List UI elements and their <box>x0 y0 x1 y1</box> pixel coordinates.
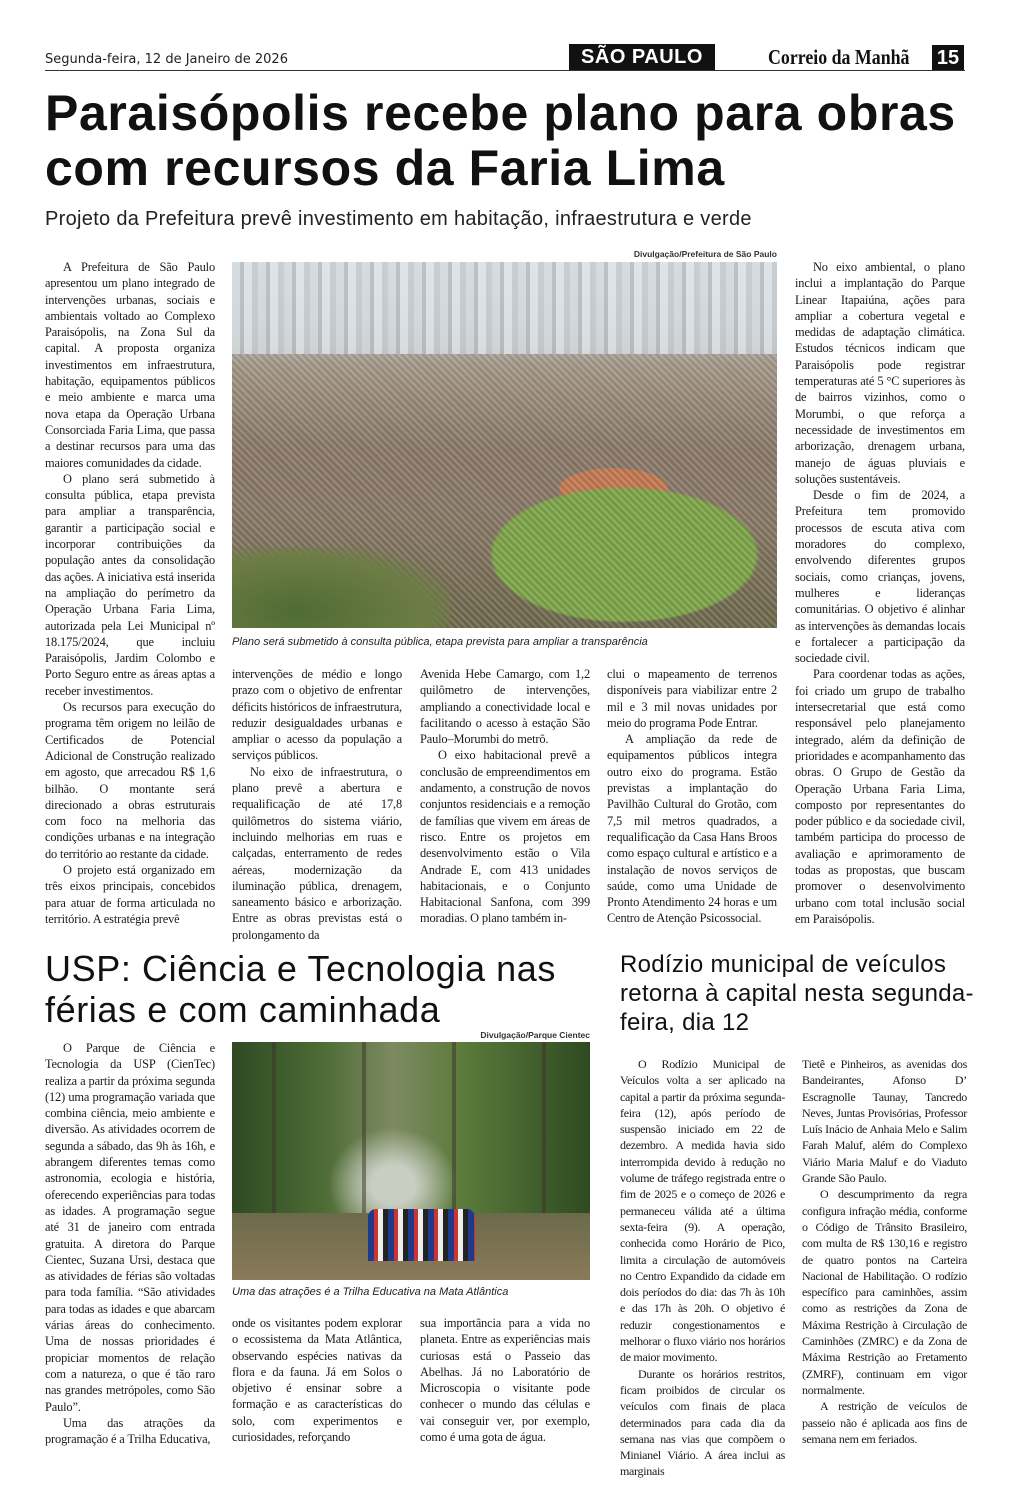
paragraph: Para coordenar todas as ações, foi criado um grupo de trabalho intersecretarial que está como responsável pelo planejamento integrado, além da definição de prioridades e acompanhamento das obras. O Grupo de Gestão da Operação Urbana Faria Lima, composto por representantes do poder público e da sociedade civil, também participa do processo de avaliação e aprimoramento de todas as propostas, que buscam promover o desenvolvimento urbano com total inclusão social em Paraisópolis. <box>795 667 965 926</box>
article-column <box>232 666 402 942</box>
main-headline: Paraisópolis recebe plano para obras com recursos da Faria Lima <box>45 85 956 196</box>
paragraph: intervenções de médio e longo prazo com o objetivo de enfrentar déficits históricos de infraestrutura, reduzir desigualdades urbanas e ampliar o acesso da população a serviços públicos. <box>232 667 402 763</box>
paragraph: onde os visitantes podem explorar o ecossistema da Mata Atlântica, observando espécies nativas da flora e da fauna. Já em Solos o objetivo é ensinar sobre a formação e as características do solo, com experimentos e curiosidades, reforçando <box>232 1316 402 1445</box>
article-column <box>607 666 777 931</box>
article-column <box>45 1040 215 1450</box>
section-label: SÃO PAULO <box>569 44 715 71</box>
article-column <box>420 1315 590 1450</box>
paragraph: Durante os horários restritos, ficam proibidos de circular os veículos com finais de placa determinados para cada dia da semana nas vias que compõem o Minianel Viário. A área inclui as marginais <box>620 1366 785 1479</box>
paragraph: O descumprimento da regra configura infração média, conforme o Código de Trânsito Brasileiro, com multa de R$ 130,16 e registro de quatro pontos na Carteira Nacional de Habilitação. O rodízio específico para caminhões, assim como as restrições da Zona de Máxima Restrição à Circulação de Caminhões (ZMRC) e da Zona de Máxima Restrição ao Fretamento (ZMRF), continuam em vigor normalmente. <box>802 1187 967 1397</box>
paragraph: Uma das atrações da programação é a Trilha Educativa, <box>45 1415 215 1447</box>
paragraph: A ampliação da rede de equipamentos públicos integra outro eixo do programa. Estão previstas a implantação do Pavilhão Cultural do Grotão, com 7,5 mil metros quadrados, a requalificação da Casa Hans Broos como espaço cultural e artístico e a instalação de novos serviços de saúde, como uma Unidade de Pronto Atendimento 24 horas e um Centro de Atenção Psicossocial. <box>607 732 777 926</box>
paragraph: Avenida Hebe Camargo, com 1,2 quilômetro de intervenções, ampliando a conectividade local e facilitando o acesso à estação São Paulo–Morumbi do metrô. <box>420 667 590 747</box>
article-column <box>795 259 965 931</box>
article-column <box>620 1056 785 1479</box>
paragraph: A restrição de veículos de passeio não é aplicada aos fins de semana nem em feriados. <box>802 1399 967 1446</box>
paragraph: A Prefeitura de São Paulo apresentou um plano integrado de intervenções urbanas, sociais e ambientais voltado ao Complexo Paraisópolis, na Zona Sul da capital. A proposta organiza investimentos em infraestrutura, habitação, equipamentos públicos e meio ambiente e marca uma nova etapa da Operação Urbana Consorciada Faria Lima, que passa a destinar recursos para uma das maiores comunidades da cidade. <box>45 260 215 470</box>
photo-credit: Divulgação/Parque Cientec <box>480 1030 590 1040</box>
article-column <box>232 1315 402 1450</box>
rodizio-headline: Rodízio municipal de veículos retorna à capital nesta segunda-feira, dia 12 <box>620 951 974 1036</box>
paragraph: O Parque de Ciência e Tecnologia da USP (CienTec) realiza a partir da próxima segunda (12) uma programação variada que combina ciência, meio ambiente e diversão. As atividades ocorrem de segunda a sábado, das 9h às 16h, e abrangem diferentes temas como astronomia, ecologia e história, oferecendo experiências para todas as idades. A programação segue até 31 de janeiro com entrada gratuita. A diretora do Parque Cientec, Suzana Ursi, destaca que as atividades de férias são voltadas para toda família. “São atividades para todas as idades e que abarcam várias áreas do conhecimento. Uma de nossas prioridades é propiciar momentos de relação com a natureza, o que é tão raro nas grandes metrópoles, como São Paulo”. <box>45 1041 215 1414</box>
header-divider <box>45 70 965 71</box>
photo-credit: Divulgação/Prefeitura de São Paulo <box>633 249 777 259</box>
paragraph: O plano será submetido à consulta pública, etapa prevista para ampliar a transparência, garantir a participação social e incorporar contribuições da população antes da consolidação das ações. A iniciativa está inserida na ampliação do perímetro da Operação Urbana Faria Lima, autorizada pela Lei Municipal nº 18.175/2024, que incluiu Paraisópolis, Jardim Colombo e Porto Seguro entre as áreas aptas a receber investimentos. <box>45 471 215 698</box>
aerial-photo-paraisopolis <box>232 262 777 628</box>
paragraph: No eixo de infraestrutura, o plano prevê a abertura e requalificação de até 17,8 quilômetros do sistema viário, incluindo melhorias em ruas e calçadas, enterramento de redes aéreas, modernização da iluminação pública, drenagem, saneamento básico e arborização. Entre as obras previstas está o prolongamento da <box>232 764 402 942</box>
forest-trail-photo <box>232 1042 590 1280</box>
article-column <box>45 259 215 931</box>
paragraph: clui o mapeamento de terrenos disponíveis para viabilizar entre 2 mil e 3 mil novas unidades por meio do programa Pode Entrar. <box>607 667 777 730</box>
article-column <box>802 1056 967 1451</box>
paragraph: Os recursos para execução do programa têm origem no leilão de Certificados de Potencial Adicional de Construção realizado em agosto, que arrecadou R$ 1,6 bilhão. O montante será direcionado a obras estruturais com foco na melhoria das condições urbanas e na integração do território ao restante da cidade. <box>45 700 215 861</box>
paragraph: O Rodízio Municipal de Veículos volta a ser aplicado na capital a partir da próxima segunda-feira (12), após período de suspensão iniciado em 22 de dezembro. A medida havia sido interrompida devido à redução no volume de tráfego registrada entre o fim de 2025 e o começo de 2026 e permaneceu válida até a última sexta-feira (9). A operação, conhecida como Horário de Pico, limita a circulação de automóveis no Centro Expandido da cidade em dois períodos do dia: das 7h às 10h e das 17h às 20h. O objetivo é reduzir congestionamentos e melhorar o fluxo viário nos horários de maior movimento. <box>620 1057 785 1365</box>
paragraph: Desde o fim de 2024, a Prefeitura tem promovido processos de escuta ativa com moradores do complexo, envolvendo diferentes grupos sociais, como crianças, jovens, mulheres e lideranças comunitárias. O objetivo é alinhar as intervenções às demandas locais e fortalecer a participação da sociedade civil. <box>795 488 965 666</box>
main-subtitle: Projeto da Prefeitura prevê investimento em habitação, infraestrutura e verde <box>45 208 752 230</box>
newspaper-logo: Correio da Manhã <box>768 45 910 69</box>
paragraph: O projeto está organizado em três eixos principais, concebidos para atuar de forma articulada no território. A estratégia prevê <box>45 862 215 926</box>
photo-caption: Plano será submetido à consulta pública, etapa prevista para ampliar a transparência <box>232 636 648 648</box>
paragraph: sua importância para a vida no planeta. Entre as experiências mais curiosas está o Passeio das Abelhas. Já no Laboratório de Microscopia o visitante pode conhecer o mundo das células e vai conseguir ver, por exemplo, como é uma gota de água. <box>420 1316 590 1445</box>
page-number: 15 <box>932 45 964 71</box>
paragraph: No eixo ambiental, o plano inclui a implantação do Parque Linear Itapaiúna, ações para ampliar a cobertura vegetal e medidas de adaptação climática. Estudos técnicos indicam que Paraisópolis pode registrar temperaturas até 5 °C superiores às de bairros vizinhos, como o Morumbi, o que reforça a necessidade de investimentos em arborização, drenagem urbana, manejo de águas pluviais e soluções sustentáveis. <box>795 260 965 486</box>
issue-date: Segunda-feira, 12 de Janeiro de 2026 <box>45 52 288 67</box>
paragraph: Tietê e Pinheiros, as avenidas dos Bandeirantes, Afonso D’ Escragnolle Taunay, Tancredo Neves, Juntas Provisórias, Professor Luís Inácio de Anhaia Melo e Salim Farah Maluf, além do Complexo Viário Maria Maluf e do Viaduto Grande São Paulo. <box>802 1057 967 1186</box>
usp-headline: USP: Ciência e Tecnologia nas férias e com caminhada <box>45 948 557 1030</box>
paragraph: O eixo habitacional prevê a conclusão de empreendimentos em andamento, a construção de novos conjuntos residenciais e a remoção de famílias que vivem em áreas de risco. Entre os projetos em desenvolvimento estão o Vila Andrade E, com 413 unidades habitacionais, e o Conjunto Habitacional Sanfona, com 399 moradias. O plano também in- <box>420 748 590 926</box>
photo-caption: Uma das atrações é a Trilha Educativa na Mata Atlântica <box>232 1286 509 1298</box>
article-column <box>420 666 590 931</box>
